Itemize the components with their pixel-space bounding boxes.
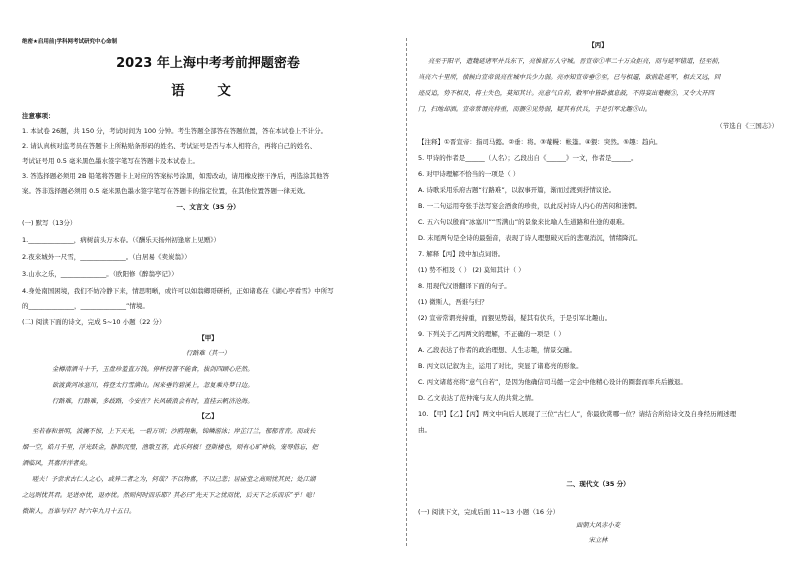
question-line: 2.夜来城外一尺雪，______________。（白居易《卖炭翁》）: [22, 253, 191, 261]
question-line: 的______________，______________”情境。: [22, 302, 149, 310]
section-heading: 一、文言文（35 分）: [176, 203, 240, 211]
text-label-bing: 【丙】: [588, 41, 608, 49]
article-author: 宋立林: [588, 537, 608, 544]
section-heading: 二、现代文（35 分）: [566, 480, 630, 488]
question-line: (1) 微斯人，吾谁与归？: [418, 298, 488, 306]
question-line: 10. 【甲】【乙】【丙】两文中向后人展现了三位“古仁人”，你最欣赏哪一位？请结合所给诗文及自身经历阐述理: [418, 410, 737, 418]
question-line: 6. 对甲诗理解不恰当的一项是（ ）: [418, 170, 520, 178]
prose-line: 至若春和景明，波澜不惊，上下天光，一碧万顷；沙鸥翔集，锦鳞游泳；岸芷汀兰，郁郁青青。而或长: [32, 428, 316, 435]
prose-line: 之远则忧其君。是进亦忧，退亦忧。然则何时而乐耶？其必曰“先天下之忧而忧，后天下之乐而乐”乎！噫！: [22, 492, 319, 499]
question-heading: (一) 阅读下文，完成后面 11~13 小题（16 分）: [418, 508, 560, 516]
option-line: C. 丙文诸葛亮将“意气自若”，是因为他确信司马懿一定会中他精心设计的圈套而率兵后撤退。: [418, 378, 687, 386]
prose-line: 当亮六十里所，侦候白宣帝说亮在城中兵少力弱。亮亦知宣帝垂②至，已与相逼，欲前赴延军，相去又远，回: [418, 74, 721, 81]
text-label-jia: 【甲】: [198, 334, 218, 342]
poem-line: 金樽清酒斗十千，玉盘珍羞直万钱。停杯投箸不能食，拔剑四顾心茫然。: [52, 366, 254, 373]
subject-title: 语 文: [171, 83, 245, 99]
option-line: B. 丙文以记叙为主，运用了对比，突显了诸葛亮的形象。: [418, 362, 583, 370]
poem-line: 欲渡黄河冰塞川，将登太行雪满山。闲来垂钓碧溪上，忽复乘舟梦日边。: [52, 382, 254, 389]
question-line: 1.______________，病树前头万木春。（《酬乐天扬州初逢席上见赠》）: [22, 236, 220, 244]
notice-line: 2. 请认真核对监考员在答题卡上所粘贴条形码的姓名、考试证号是否与本人相符合，再将自己的姓名、: [22, 142, 317, 150]
question-line: 9. 下列关于乙丙两文的理解，不正确的一项是（ ）: [418, 330, 565, 338]
source-note: （节选自《三国志》）: [716, 122, 778, 130]
annotation-line: 【注释】①晋宣帝：指司马懿。②垂：将。③菴幔：帐篷。④猥：突然。⑤趣：趋向。: [418, 138, 662, 146]
question-line: 8. 用现代汉语翻译下面的句子。: [418, 282, 511, 290]
poem-line: 行路难，行路难，多歧路，今安在？长风破浪会有时，直挂云帆济沧海。: [52, 398, 254, 405]
option-line: D. 乙文表达了范仲淹与友人的共赏之情。: [418, 394, 538, 402]
exam-title: 2023 年上海中考考前押题密卷: [116, 56, 300, 71]
prose-line: 酒临风，其喜洋洋者矣。: [22, 460, 92, 467]
question-heading: (一) 默写（13分）: [22, 219, 77, 227]
notice-line: 3. 答选择题必须用 2B 铅笔将答题卡上对应的答案标号涂黑，如需改动，请用橡皮擦干净后，再选涂其他答: [22, 172, 329, 180]
option-line: A. 诗歌采用乐府古题“行路难”，以叙事开篇，渐而过渡到抒情议论。: [418, 186, 616, 194]
question-line: 3.山水之乐，______________。（欧阳修《醉翁亭记》）: [22, 270, 178, 278]
option-line: D. 末尾两句是全诗的最强音，表现了诗人理想破灭后的悲观消沉，情绪降沉。: [418, 234, 642, 242]
text-label-yi: 【乙】: [198, 412, 218, 420]
question-line: 由。: [418, 426, 431, 434]
option-line: B. 一二句运用夸张手法写宴会酒食的珍贵，以此反衬诗人内心的苦闷和迷惘。: [418, 202, 642, 210]
notice-heading: 注意事项：: [22, 112, 55, 120]
secret-line: 绝密★启用前|学科网考试研究中心命制: [22, 39, 117, 45]
notice-line: 案。答非选择题必须用 0.5 毫米黑色墨水签字笔写在答题卡的指定位置，在其他位置答题一律无效。: [22, 187, 310, 195]
option-line: A. 乙段表达了作者的政治理想、人生志趣，情景交融。: [418, 346, 576, 354]
question-line: (1) 势不相及（ ） (2) 莫知其计（ ）: [418, 266, 525, 274]
notice-line: 1. 本试卷 26题，共 150 分，考试时间为 100 分钟。考生答题全部答在答题位置，答在本试卷上不计分。: [22, 127, 328, 135]
question-heading: (二) 阅读下面的诗文，完成 5~10 小题（22 分）: [22, 318, 166, 326]
prose-line: 烟一空，皓月千里，浮光跃金，静影沉璧，渔歌互答，此乐何极！登斯楼也，则有心旷神怡，宠辱偕忘，把: [22, 444, 318, 451]
notice-line: 考试证号用 0.5 毫米黑色墨水签字笔写在答题卡及本试卷上。: [22, 157, 199, 165]
question-line: 5. 甲诗的作者是______（人名）；乙段出自《______》一文，作者是______。: [418, 154, 638, 162]
poem-title: 行路难（其一）: [185, 350, 231, 357]
prose-line: 嗟夫！予尝求古仁人之心，或异二者之为，何哉？不以物喜，不以己悲；居庙堂之高则忧其民；处江湖: [32, 476, 316, 483]
question-line: 7. 解释【丙】段中加点词语。: [418, 250, 505, 258]
prose-line: 迹反追，势不相及，将士失色，莫知其计。亮意气自若，敕军中皆卧旗息鼓，不得妄出菴幔③，又令大开四: [418, 90, 714, 97]
question-line: 4.身处南国困境，我们不妨冷静下来，情思明晰，或许可以如翁卿哥研析，正如诸葛在《湖心亭看雪》中所写: [22, 287, 334, 295]
article-title: 面朝大风赤小麦: [575, 522, 621, 529]
column-divider: [406, 38, 407, 546]
question-line: (2) 宣帝常谓亮持重，而猥见势弱，疑其有伏兵，于是引军北趣山。: [418, 314, 612, 322]
prose-line: 门，扫地却洒。宣帝常谓亮持重，而猥④见势弱，疑其有伏兵，于是引军北趣⑤山。: [418, 106, 651, 113]
prose-line: 微斯人，吾谁与归？时六年九月十五日。: [22, 508, 136, 515]
prose-line: 亮至于阳平，遣魏延诸军并兵东下，亮惟留万人守城。晋宣帝①率二十万众拒亮，而与延军错道，径至前，: [428, 58, 724, 65]
option-line: C. 五六句以殷商“冰塞川”“雪满山”的景象来比喻人生道路和仕途的艰难。: [418, 218, 629, 226]
